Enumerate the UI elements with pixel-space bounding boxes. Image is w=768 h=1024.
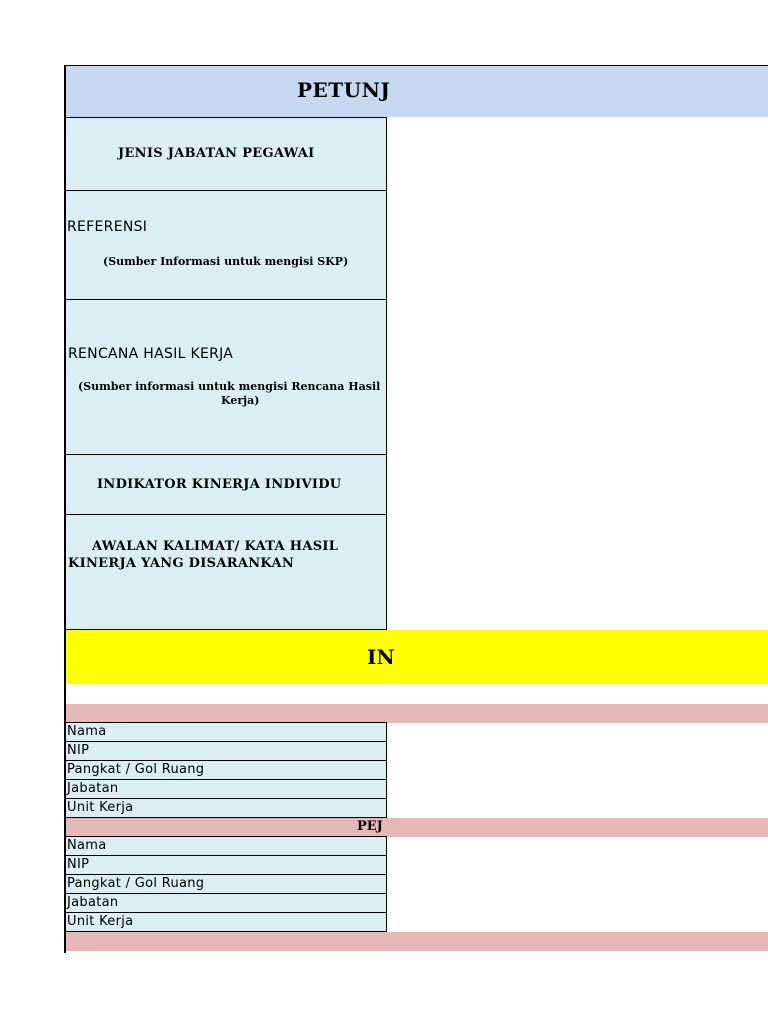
pejabat-field-unit-kerja: Unit Kerja — [66, 912, 387, 932]
pegawai-field-nip: NIP — [66, 741, 387, 761]
referensi-label: REFERENSI — [67, 219, 148, 235]
pejabat-field-nip: NIP — [66, 855, 387, 875]
pegawai-field-pangkat: Pangkat / Gol Ruang — [66, 760, 387, 780]
pegawai-field-jabatan: Jabatan — [66, 779, 387, 799]
page-title: PETUNJ — [297, 78, 391, 102]
title-band — [66, 66, 768, 117]
pejabat-field-jabatan: Jabatan — [66, 893, 387, 913]
footer-band — [66, 932, 768, 951]
cell-referensi[interactable] — [66, 190, 387, 300]
pejabat-field-pangkat: Pangkat / Gol Ruang — [66, 874, 387, 894]
awalan-line1: AWALAN KALIMAT/ KATA HASIL — [92, 539, 339, 554]
cell-awalan-kalimat[interactable] — [66, 514, 387, 630]
rencana-label: RENCANA HASIL KERJA — [68, 346, 234, 362]
referensi-note: (Sumber Informasi untuk mengisi SKP) — [103, 255, 349, 268]
awalan-line2: KINERJA YANG DISARANKAN — [68, 556, 295, 571]
pejabat-header-label: PEJ — [357, 819, 383, 834]
pejabat-field-nama: Nama — [66, 836, 387, 856]
cell-indikator[interactable] — [66, 454, 387, 515]
rencana-note-line2: Kerja) — [221, 394, 260, 407]
sheet-left-border — [64, 65, 66, 953]
indikator-label: INDIKATOR KINERJA INDIVIDU — [97, 477, 342, 492]
jenis-jabatan-label: JENIS JABATAN PEGAWAI — [118, 146, 315, 161]
pegawai-field-unit-kerja: Unit Kerja — [66, 798, 387, 818]
cell-jenis-jabatan[interactable] — [66, 117, 387, 191]
pegawai-field-nama: Nama — [66, 722, 387, 742]
pegawai-header-band — [66, 704, 768, 723]
cell-rencana-hasil-kerja[interactable] — [66, 299, 387, 455]
section-title: IN — [367, 645, 395, 669]
rencana-note-line1: (Sumber informasi untuk mengisi Rencana Hasil — [78, 380, 381, 393]
pejabat-header-band — [66, 818, 768, 837]
section-band — [66, 630, 768, 684]
